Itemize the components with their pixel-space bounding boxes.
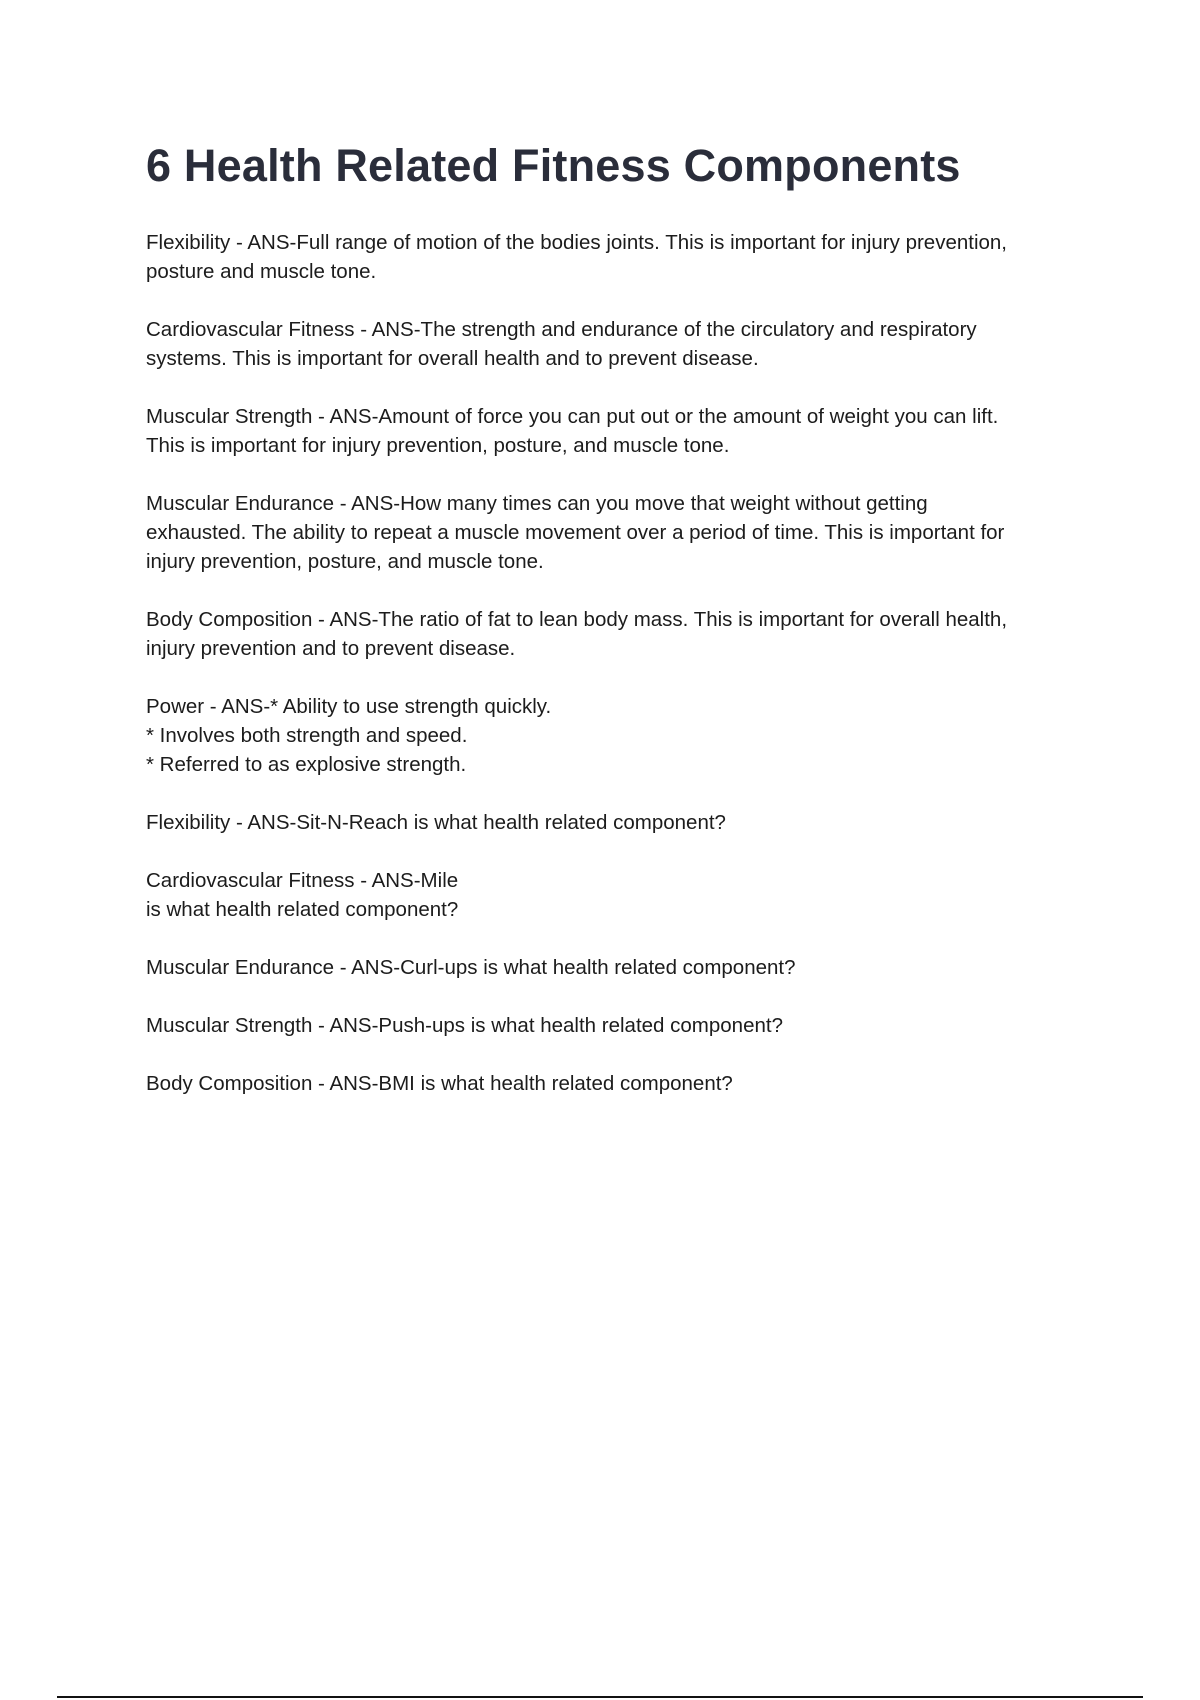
entry-body-composition bbox=[146, 605, 1086, 663]
entry-line: Muscular Strength - ANS-Amount of force you can put out or the amount of weight you can lift. bbox=[146, 405, 999, 428]
entry-sit-n-reach-question bbox=[146, 808, 1086, 837]
entry-line: Power - ANS-* Ability to use strength quickly. bbox=[146, 695, 552, 718]
entry-push-ups-question bbox=[146, 1011, 1086, 1040]
entry-muscular-endurance bbox=[146, 489, 1086, 576]
entry-muscular-strength bbox=[146, 402, 1086, 460]
entry-line: Muscular Endurance - ANS-Curl-ups is what health related component? bbox=[146, 956, 796, 979]
entry-line: exhausted. The ability to repeat a muscle movement over a period of time. This is important for bbox=[146, 521, 1005, 544]
entry-line: Flexibility - ANS-Full range of motion of the bodies joints. This is important for injury prevention, bbox=[146, 231, 1007, 254]
entry-line: posture and muscle tone. bbox=[146, 260, 377, 283]
entry-cardiovascular-fitness bbox=[146, 315, 1086, 373]
entry-mile-question bbox=[146, 866, 1086, 924]
entry-line: Body Composition - ANS-BMI is what health related component? bbox=[146, 1072, 733, 1095]
entry-line: * Referred to as explosive strength. bbox=[146, 753, 467, 776]
entry-line: systems. This is important for overall health and to prevent disease. bbox=[146, 347, 759, 370]
entry-line: Flexibility - ANS-Sit-N-Reach is what health related component? bbox=[146, 811, 726, 834]
page-title: 6 Health Related Fitness Components bbox=[146, 140, 961, 191]
entry-line: injury prevention and to prevent disease. bbox=[146, 637, 516, 660]
entry-flexibility bbox=[146, 228, 1086, 286]
entry-bmi-question bbox=[146, 1069, 1086, 1098]
entry-line: Cardiovascular Fitness - ANS-The strength and endurance of the circulatory and respiratory bbox=[146, 318, 977, 341]
entry-line: Muscular Strength - ANS-Push-ups is what health related component? bbox=[146, 1014, 783, 1037]
entry-line: is what health related component? bbox=[146, 898, 459, 921]
entry-line: * Involves both strength and speed. bbox=[146, 724, 468, 747]
entry-power bbox=[146, 692, 1086, 779]
entry-line: Body Composition - ANS-The ratio of fat to lean body mass. This is important for overall health, bbox=[146, 608, 1008, 631]
entry-line: injury prevention, posture, and muscle tone. bbox=[146, 550, 544, 573]
footer-divider bbox=[57, 1696, 1143, 1698]
entry-line: Cardiovascular Fitness - ANS-Mile bbox=[146, 869, 459, 892]
entry-line: Muscular Endurance - ANS-How many times can you move that weight without getting bbox=[146, 492, 928, 515]
entry-line: This is important for injury prevention, posture, and muscle tone. bbox=[146, 434, 730, 457]
document-page bbox=[146, 140, 1086, 1127]
entry-curl-ups-question bbox=[146, 953, 1086, 982]
